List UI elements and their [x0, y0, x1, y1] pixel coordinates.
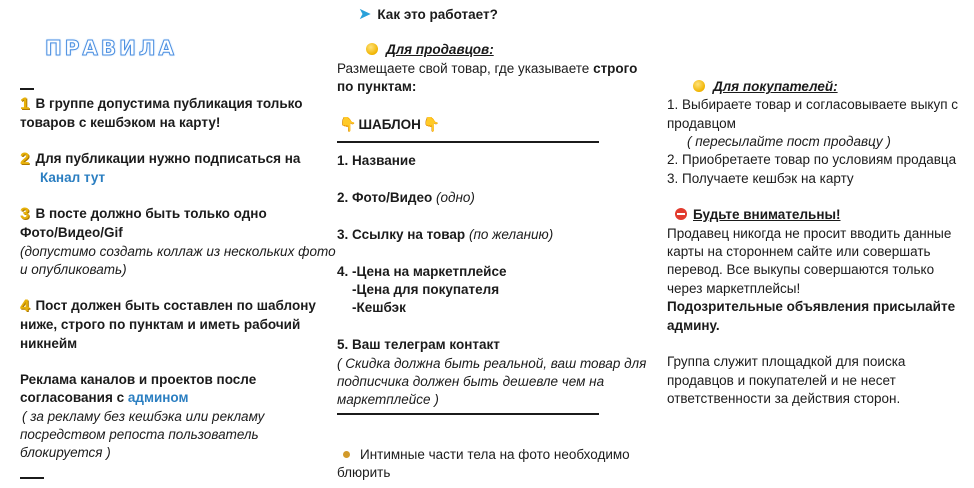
rule-3: 3 В посте должно быть только одно [20, 204, 267, 223]
number-one-icon: 1 [20, 94, 30, 113]
coin-icon [366, 43, 378, 55]
divider [337, 141, 599, 143]
number-three-icon: 3 [20, 204, 30, 223]
rule-3-note2: и опубликовать) [20, 262, 127, 277]
pointing-down-icon: 👇 [422, 116, 441, 132]
rules-title: ПРАВИЛА [45, 36, 177, 60]
footer-text3: ответственности за действия сторон. [667, 391, 901, 406]
buyer-step-3: 3. Получаете кешбэк на карту [667, 171, 854, 186]
no-entry-icon [675, 208, 687, 220]
buyer-step-1-note: ( пересылайте пост продавцу ) [687, 134, 891, 149]
template-item-1: 1. Название [337, 153, 416, 168]
how-it-works-header: ➤ Как это работает? [358, 6, 498, 23]
caution-text3: перевод. Все выкупы совершаются только [667, 262, 935, 277]
caution-text2: карты на стороннем сайте или совершать [667, 244, 931, 259]
rule-3-note: (допустимо создать коллаж из нескольких фото [20, 244, 336, 259]
number-four-icon: 4 [20, 296, 30, 315]
sellers-intro: Размещаете свой товар, где указываете строго [337, 61, 638, 76]
rule-4-line3: никнейм [20, 336, 78, 351]
buyer-step-1-line2: продавцом [667, 116, 736, 131]
template-item-4c: -Кешбэк [352, 300, 406, 315]
caution-title: Будьте внимательны! [675, 206, 841, 224]
caution-text4: через маркетплейсы! [667, 281, 801, 296]
divider [20, 477, 44, 479]
template-item-4: 4. -Цена на маркетплейсе [337, 264, 507, 279]
template-title: 👇 ШАБЛОН 👇 [339, 116, 441, 132]
number-two-icon: 2 [20, 149, 30, 168]
rule-3-line2: Фото/Видео/Gif [20, 225, 123, 240]
channel-link[interactable]: Канал тут [40, 170, 106, 185]
rule-2: 2 Для публикации нужно подписаться на [20, 149, 301, 168]
template-note2: подписчика должен быть дешевле чем на [337, 374, 605, 389]
ads-note2: посредством репоста пользователь [20, 427, 259, 442]
template-item-5: 5. Ваш телеграм контакт [337, 337, 500, 352]
pointing-down-icon: 👇 [339, 116, 357, 132]
template-item-4b: -Цена для покупателя [352, 282, 500, 297]
rule-4: 4 Пост должен быть составлен по шаблону [20, 296, 316, 315]
buyers-title: Для покупателей: [693, 78, 838, 96]
footer-text: Группа служит площадкой для поиска [667, 354, 906, 369]
divider [337, 413, 599, 415]
ads-note3: блокируется ) [20, 445, 111, 460]
sellers-title: Для продавцов: [366, 41, 494, 59]
template-note3: маркетплейсе ) [337, 392, 439, 407]
paper-plane-icon: ➤ [358, 6, 372, 23]
ads-rule: Реклама каналов и проектов после [20, 372, 257, 387]
footer-text2: продавцов и покупателей и не несет [667, 373, 896, 388]
rule-4-line2: ниже, строго по пунктам и иметь рабочий [20, 317, 301, 332]
coin-icon [693, 80, 705, 92]
caution-text: Продавец никогда не просит вводить данные [667, 226, 952, 241]
divider [20, 88, 34, 90]
admin-link[interactable]: админом [127, 390, 189, 405]
ads-rule-line2: согласования с админом [20, 390, 189, 405]
ads-note: ( за рекламу без кешбэка или рекламу [22, 409, 265, 424]
caution-text6: админу. [667, 318, 720, 333]
buyer-step-2: 2. Приобретаете товар по условиям продавца [667, 152, 957, 167]
blur-warning: Интимные части тела на фото необходимо [343, 446, 630, 464]
sellers-intro-line2: по пунктам: [337, 79, 417, 94]
caution-text5: Подозрительные объявления присылайте [667, 299, 956, 314]
rule-1: 1 В группе допустима публикация только [20, 94, 303, 113]
blur-warning-line2: блюрить [337, 465, 391, 480]
buyer-step-1: 1. Выбираете товар и согласовываете выкуп с [667, 97, 959, 112]
template-item-2: 2. Фото/Видео (одно) [337, 190, 475, 205]
template-item-3: 3. Ссылку на товар (по желанию) [337, 227, 554, 242]
rule-1-line2: товаров с кешбэком на карту! [20, 115, 221, 130]
template-note: ( Скидка должна быть реальной, ваш товар для [337, 356, 647, 371]
bullet-icon [343, 451, 350, 458]
